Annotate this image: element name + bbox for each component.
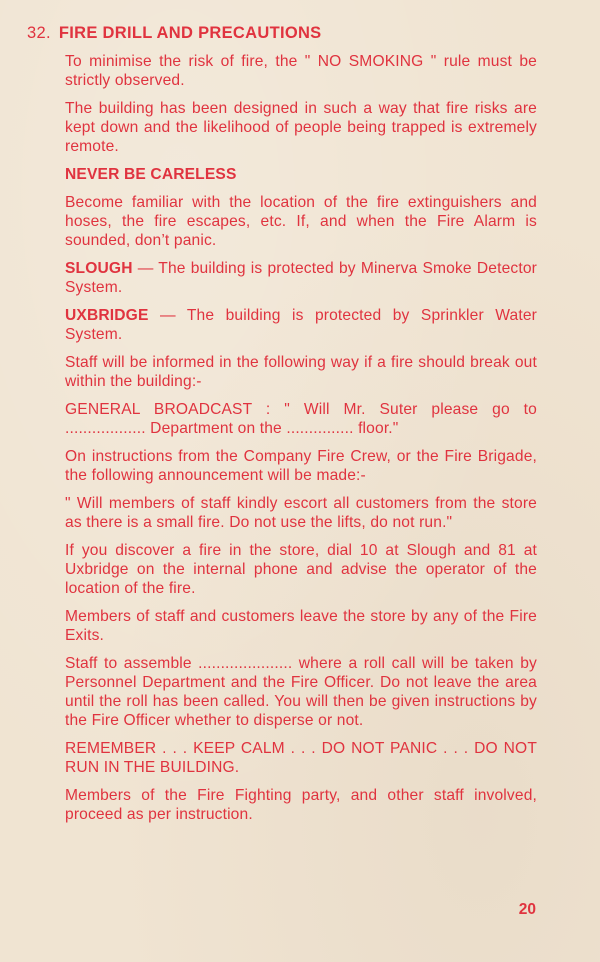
paragraph-no-smoking: To minimise the risk of fire, the " NO SMOKING " rule must be strictly observed.: [65, 53, 537, 89]
section-title: FIRE DRILL AND PRECAUTIONS: [58, 24, 322, 42]
paragraph-leave-store: Members of staff and customers leave the store by any of the Fire Exits.: [65, 608, 537, 644]
uxbridge-label: UXBRIDGE: [65, 307, 149, 324]
never-careless-heading: NEVER BE CARELESS: [65, 166, 237, 183]
section-number: 32.: [27, 24, 51, 42]
slough-text: — The building is protected by Minerva Smoke Detector System.: [65, 260, 537, 296]
paragraph-building-design: The building has been designed in such a way that fire risks are kept down and the likelihood of people being trapped is extremely remote.: [65, 100, 537, 155]
section-body: [65, 52, 537, 833]
paragraph-slough: [65, 259, 537, 297]
page-number: 20: [518, 901, 536, 918]
section-heading: [27, 22, 321, 44]
slough-label: SLOUGH: [65, 260, 133, 277]
paragraph-familiarise: Become familiar with the location of the fire extinguishers and hoses, the fire escapes, etc. If, and when the Fire Alarm is sounded, don’t panic.: [65, 194, 537, 249]
paragraph-fire-fighting-party: Members of the Fire Fighting party, and other staff involved, proceed as per instruction.: [65, 787, 537, 823]
paragraph-discover-fire: If you discover a fire in the store, dial 10 at Slough and 81 at Uxbridge on the internal phone and advise the operator of the location of the fire.: [65, 542, 537, 597]
paragraph-assemble: Staff to assemble ..................... where a roll call will be taken by Personnel Department and the Fire Officer. Do not leave the area until the roll has been called. You will then be given instructions by the Fire Officer whether to disperse or not.: [65, 655, 537, 729]
uxbridge-text: — The building is protected by Sprinkler Water System.: [65, 307, 537, 343]
paragraph-announcement: " Will members of staff kindly escort all customers from the store as there is a small fire. Do not use the lifts, do not run.": [65, 495, 537, 531]
paragraph-staff-informed: Staff will be informed in the following way if a fire should break out within the building:-: [65, 354, 537, 390]
paragraph-instructions: On instructions from the Company Fire Crew, or the Fire Brigade, the following announcement will be made:-: [65, 448, 537, 484]
paragraph-remember: REMEMBER . . . KEEP CALM . . . DO NOT PANIC . . . DO NOT RUN IN THE BUILDING.: [65, 740, 537, 776]
paragraph-uxbridge: [65, 306, 537, 344]
paragraph-general-broadcast: GENERAL BROADCAST : " Will Mr. Suter please go to .................. Department on the ............... floor.": [65, 401, 537, 437]
